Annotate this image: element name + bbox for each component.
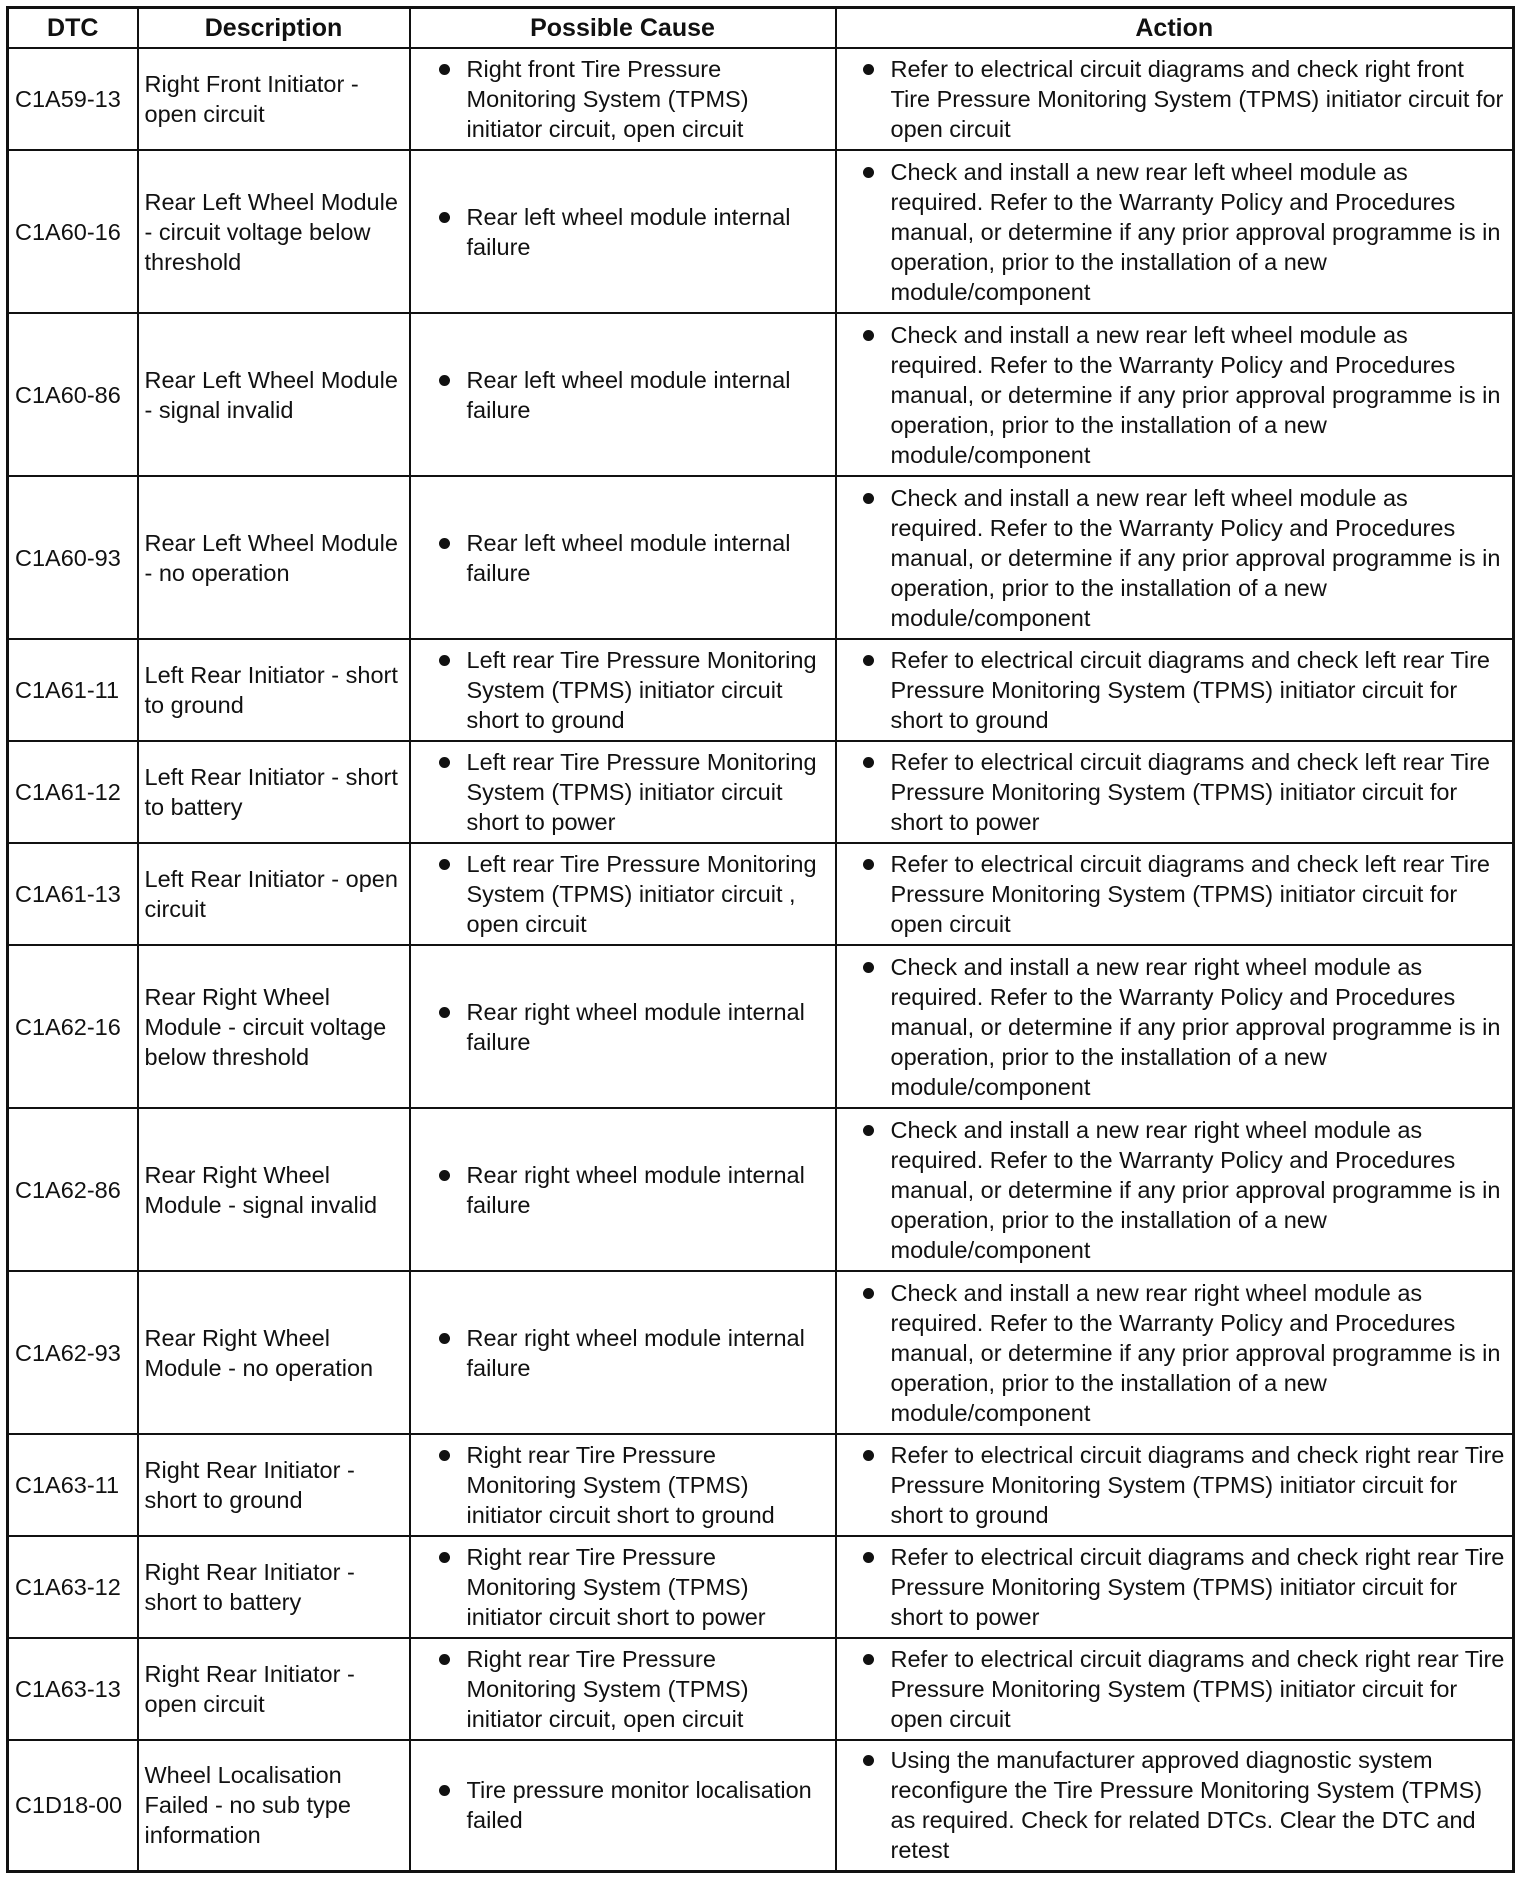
table-row bbox=[8, 741, 1514, 843]
header-description: Description bbox=[138, 8, 410, 49]
possible-cause-text: Rear right wheel module internal failure bbox=[466, 1161, 805, 1218]
bullet-icon bbox=[439, 1785, 450, 1796]
possible-cause-item bbox=[417, 1542, 829, 1632]
possible-cause-text: Rear left wheel module internal failure bbox=[466, 366, 791, 423]
action-item bbox=[843, 320, 1507, 470]
action-item bbox=[843, 54, 1507, 144]
description-cell: Left Rear Initiator - short to battery bbox=[138, 741, 410, 843]
table-row bbox=[8, 639, 1514, 741]
possible-cause-cell bbox=[410, 476, 836, 639]
description-cell: Rear Left Wheel Module - signal invalid bbox=[138, 313, 410, 476]
header-possible-cause: Possible Cause bbox=[410, 8, 836, 49]
dtc-table bbox=[6, 6, 1515, 1873]
possible-cause-cell bbox=[410, 639, 836, 741]
table-row bbox=[8, 1740, 1514, 1871]
action-item bbox=[843, 952, 1507, 1102]
action-text: Check and install a new rear right wheel module as required. Refer to the Warranty Policy and Procedures manual, or determine if any prior approval programme is in operation, prior to the installation of a new module/component bbox=[890, 1279, 1501, 1426]
action-cell bbox=[836, 639, 1514, 741]
action-item bbox=[843, 849, 1507, 939]
bullet-icon bbox=[863, 1552, 874, 1563]
possible-cause-cell bbox=[410, 843, 836, 945]
header-dtc: DTC bbox=[8, 8, 138, 49]
possible-cause-item bbox=[417, 1160, 829, 1220]
action-text: Refer to electrical circuit diagrams and check left rear Tire Pressure Monitoring System (TPMS) initiator circuit for short to power bbox=[890, 749, 1490, 835]
possible-cause-text: Right rear Tire Pressure Monitoring System (TPMS) initiator circuit short to power bbox=[466, 1544, 766, 1630]
bullet-icon bbox=[439, 859, 450, 870]
action-cell bbox=[836, 1740, 1514, 1871]
bullet-icon bbox=[863, 64, 874, 75]
action-item bbox=[843, 1278, 1507, 1428]
description-cell: Rear Right Wheel Module - circuit voltage below threshold bbox=[138, 945, 410, 1108]
action-item bbox=[843, 1440, 1507, 1530]
action-item bbox=[843, 1115, 1507, 1265]
table-row bbox=[8, 1434, 1514, 1536]
table-row bbox=[8, 1108, 1514, 1271]
dtc-table-container bbox=[6, 6, 1512, 1873]
action-cell bbox=[836, 1271, 1514, 1434]
action-cell bbox=[836, 1108, 1514, 1271]
dtc-code-cell: C1D18-00 bbox=[8, 1740, 138, 1871]
description-cell: Right Rear Initiator - open circuit bbox=[138, 1638, 410, 1740]
bullet-icon bbox=[863, 1450, 874, 1461]
bullet-icon bbox=[439, 64, 450, 75]
action-cell bbox=[836, 48, 1514, 150]
possible-cause-item bbox=[417, 997, 829, 1057]
dtc-code-cell: C1A61-12 bbox=[8, 741, 138, 843]
bullet-icon bbox=[439, 1170, 450, 1181]
table-row bbox=[8, 843, 1514, 945]
possible-cause-text: Rear left wheel module internal failure bbox=[466, 529, 791, 586]
action-text: Check and install a new rear left wheel module as required. Refer to the Warranty Policy and Procedures manual, or determine if any prior approval programme is in operation, prior to the installation of a new module/component bbox=[890, 321, 1501, 468]
action-text: Check and install a new rear left wheel module as required. Refer to the Warranty Policy and Procedures manual, or determine if any prior approval programme is in operation, prior to the installation of a new module/component bbox=[890, 158, 1501, 305]
action-text: Refer to electrical circuit diagrams and check left rear Tire Pressure Monitoring System (TPMS) initiator circuit for open circuit bbox=[890, 851, 1490, 937]
description-cell: Right Front Initiator - open circuit bbox=[138, 48, 410, 150]
bullet-icon bbox=[863, 962, 874, 973]
action-cell bbox=[836, 945, 1514, 1108]
action-item bbox=[843, 157, 1507, 307]
possible-cause-text: Rear right wheel module internal failure bbox=[466, 998, 805, 1055]
possible-cause-item bbox=[417, 747, 829, 837]
description-cell: Wheel Localisation Failed - no sub type information bbox=[138, 1740, 410, 1871]
possible-cause-text: Right rear Tire Pressure Monitoring System (TPMS) initiator circuit, open circuit bbox=[466, 1646, 749, 1732]
possible-cause-item bbox=[417, 528, 829, 588]
dtc-code-cell: C1A62-93 bbox=[8, 1271, 138, 1434]
possible-cause-text: Rear left wheel module internal failure bbox=[466, 203, 791, 260]
possible-cause-cell bbox=[410, 1108, 836, 1271]
possible-cause-text: Left rear Tire Pressure Monitoring System (TPMS) initiator circuit short to power bbox=[466, 749, 817, 835]
action-text: Refer to electrical circuit diagrams and check right rear Tire Pressure Monitoring System (TPMS) initiator circuit for short to ground bbox=[890, 1442, 1505, 1528]
action-item bbox=[843, 1745, 1507, 1865]
table-row bbox=[8, 1536, 1514, 1638]
bullet-icon bbox=[439, 655, 450, 666]
possible-cause-item bbox=[417, 849, 829, 939]
possible-cause-cell bbox=[410, 48, 836, 150]
action-text: Using the manufacturer approved diagnostic system reconfigure the Tire Pressure Monitoring System (TPMS) as required. Check for related DTCs. Clear the DTC and retest bbox=[890, 1747, 1483, 1864]
action-text: Check and install a new rear right wheel module as required. Refer to the Warranty Policy and Procedures manual, or determine if any prior approval programme is in operation, prior to the installation of a new module/component bbox=[890, 953, 1501, 1100]
bullet-icon bbox=[439, 1552, 450, 1563]
action-cell bbox=[836, 476, 1514, 639]
bullet-icon bbox=[439, 538, 450, 549]
bullet-icon bbox=[863, 1125, 874, 1136]
table-row bbox=[8, 313, 1514, 476]
action-item bbox=[843, 645, 1507, 735]
possible-cause-item bbox=[417, 645, 829, 735]
action-cell bbox=[836, 1434, 1514, 1536]
action-text: Check and install a new rear left wheel module as required. Refer to the Warranty Policy and Procedures manual, or determine if any prior approval programme is in operation, prior to the installation of a new module/component bbox=[890, 484, 1501, 631]
possible-cause-cell bbox=[410, 1434, 836, 1536]
description-cell: Rear Left Wheel Module - circuit voltage below threshold bbox=[138, 150, 410, 313]
action-item bbox=[843, 483, 1507, 633]
table-row bbox=[8, 150, 1514, 313]
possible-cause-cell bbox=[410, 1536, 836, 1638]
possible-cause-cell bbox=[410, 1740, 836, 1871]
possible-cause-item bbox=[417, 54, 829, 144]
bullet-icon bbox=[439, 1654, 450, 1665]
description-cell: Rear Right Wheel Module - no operation bbox=[138, 1271, 410, 1434]
action-cell bbox=[836, 1536, 1514, 1638]
dtc-code-cell: C1A63-12 bbox=[8, 1536, 138, 1638]
action-item bbox=[843, 1542, 1507, 1632]
bullet-icon bbox=[863, 493, 874, 504]
dtc-code-cell: C1A60-86 bbox=[8, 313, 138, 476]
dtc-code-cell: C1A63-13 bbox=[8, 1638, 138, 1740]
possible-cause-item bbox=[417, 1323, 829, 1383]
dtc-code-cell: C1A62-16 bbox=[8, 945, 138, 1108]
table-row bbox=[8, 1271, 1514, 1434]
action-item bbox=[843, 1644, 1507, 1734]
bullet-icon bbox=[863, 655, 874, 666]
description-cell: Rear Right Wheel Module - signal invalid bbox=[138, 1108, 410, 1271]
header-action: Action bbox=[836, 8, 1514, 49]
bullet-icon bbox=[863, 859, 874, 870]
header-row bbox=[8, 8, 1514, 49]
bullet-icon bbox=[439, 1333, 450, 1344]
bullet-icon bbox=[863, 1288, 874, 1299]
table-row bbox=[8, 476, 1514, 639]
dtc-code-cell: C1A59-13 bbox=[8, 48, 138, 150]
dtc-code-cell: C1A61-13 bbox=[8, 843, 138, 945]
bullet-icon bbox=[439, 1007, 450, 1018]
possible-cause-item bbox=[417, 1775, 829, 1835]
bullet-icon bbox=[863, 1654, 874, 1665]
possible-cause-item bbox=[417, 365, 829, 425]
bullet-icon bbox=[439, 212, 450, 223]
action-cell bbox=[836, 313, 1514, 476]
action-cell bbox=[836, 150, 1514, 313]
possible-cause-cell bbox=[410, 945, 836, 1108]
possible-cause-text: Left rear Tire Pressure Monitoring System (TPMS) initiator circuit short to ground bbox=[466, 647, 817, 733]
action-cell bbox=[836, 741, 1514, 843]
bullet-icon bbox=[863, 1755, 874, 1766]
possible-cause-item bbox=[417, 202, 829, 262]
possible-cause-item bbox=[417, 1440, 829, 1530]
description-cell: Left Rear Initiator - open circuit bbox=[138, 843, 410, 945]
action-text: Refer to electrical circuit diagrams and check right front Tire Pressure Monitoring System (TPMS) initiator circuit for open circuit bbox=[890, 56, 1504, 142]
action-text: Refer to electrical circuit diagrams and check right rear Tire Pressure Monitoring System (TPMS) initiator circuit for open circuit bbox=[890, 1646, 1505, 1732]
bullet-icon bbox=[439, 375, 450, 386]
possible-cause-item bbox=[417, 1644, 829, 1734]
action-cell bbox=[836, 843, 1514, 945]
possible-cause-text: Tire pressure monitor localisation failed bbox=[466, 1777, 812, 1834]
possible-cause-cell bbox=[410, 313, 836, 476]
possible-cause-text: Right front Tire Pressure Monitoring System (TPMS) initiator circuit, open circuit bbox=[466, 56, 749, 142]
possible-cause-text: Rear right wheel module internal failure bbox=[466, 1324, 805, 1381]
possible-cause-cell bbox=[410, 741, 836, 843]
bullet-icon bbox=[439, 1450, 450, 1461]
action-item bbox=[843, 747, 1507, 837]
dtc-table-body bbox=[8, 48, 1514, 1871]
description-cell: Left Rear Initiator - short to ground bbox=[138, 639, 410, 741]
bullet-icon bbox=[863, 330, 874, 341]
dtc-code-cell: C1A60-93 bbox=[8, 476, 138, 639]
table-row bbox=[8, 48, 1514, 150]
possible-cause-text: Right rear Tire Pressure Monitoring System (TPMS) initiator circuit short to ground bbox=[466, 1442, 775, 1528]
bullet-icon bbox=[439, 757, 450, 768]
action-cell bbox=[836, 1638, 1514, 1740]
possible-cause-cell bbox=[410, 1271, 836, 1434]
table-row bbox=[8, 945, 1514, 1108]
bullet-icon bbox=[863, 167, 874, 178]
action-text: Check and install a new rear right wheel module as required. Refer to the Warranty Policy and Procedures manual, or determine if any prior approval programme is in operation, prior to the installation of a new module/component bbox=[890, 1116, 1501, 1263]
description-cell: Right Rear Initiator - short to ground bbox=[138, 1434, 410, 1536]
action-text: Refer to electrical circuit diagrams and check right rear Tire Pressure Monitoring System (TPMS) initiator circuit for short to power bbox=[890, 1544, 1505, 1630]
description-cell: Rear Left Wheel Module - no operation bbox=[138, 476, 410, 639]
dtc-code-cell: C1A60-16 bbox=[8, 150, 138, 313]
dtc-code-cell: C1A61-11 bbox=[8, 639, 138, 741]
action-text: Refer to electrical circuit diagrams and check left rear Tire Pressure Monitoring System (TPMS) initiator circuit for short to ground bbox=[890, 647, 1490, 733]
dtc-code-cell: C1A63-11 bbox=[8, 1434, 138, 1536]
possible-cause-text: Left rear Tire Pressure Monitoring System (TPMS) initiator circuit , open circuit bbox=[466, 851, 817, 937]
possible-cause-cell bbox=[410, 150, 836, 313]
possible-cause-cell bbox=[410, 1638, 836, 1740]
dtc-code-cell: C1A62-86 bbox=[8, 1108, 138, 1271]
description-cell: Right Rear Initiator - short to battery bbox=[138, 1536, 410, 1638]
table-row bbox=[8, 1638, 1514, 1740]
bullet-icon bbox=[863, 757, 874, 768]
